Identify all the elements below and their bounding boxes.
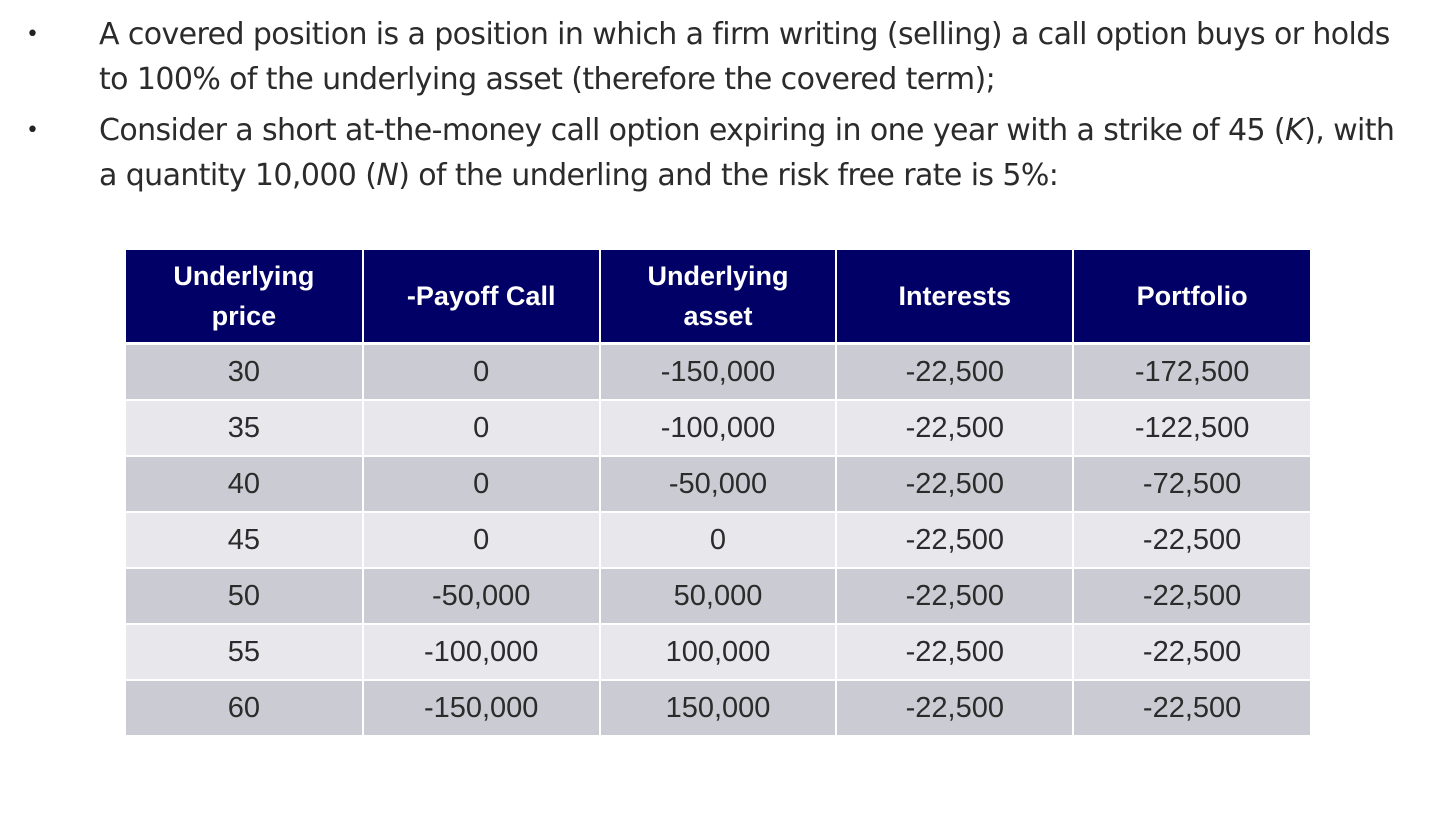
cell-portfolio: -122,500 xyxy=(1073,400,1310,456)
cell-interests: -22,500 xyxy=(836,680,1073,736)
cell-payoff-call: 0 xyxy=(363,456,600,512)
cell-portfolio: -72,500 xyxy=(1073,456,1310,512)
bullet-text-part1: Consider a short at-the-money call option expiring in one year with a strike of 45 ( xyxy=(99,113,1286,148)
payoff-table xyxy=(126,250,1310,737)
cell-portfolio: -172,500 xyxy=(1073,344,1310,401)
cell-portfolio: -22,500 xyxy=(1073,680,1310,736)
cell-underlying-price: 45 xyxy=(126,512,363,568)
cell-payoff-call: -150,000 xyxy=(363,680,600,736)
bullet-marker: • xyxy=(26,22,39,47)
cell-interests: -22,500 xyxy=(836,400,1073,456)
cell-interests: -22,500 xyxy=(836,624,1073,680)
table-row xyxy=(126,400,1310,456)
cell-payoff-call: 0 xyxy=(363,400,600,456)
cell-payoff-call: 0 xyxy=(363,512,600,568)
table-row xyxy=(126,456,1310,512)
header-line: price xyxy=(211,301,277,331)
cell-underlying-price: 55 xyxy=(126,624,363,680)
cell-portfolio: -22,500 xyxy=(1073,512,1310,568)
header-line: Underlying xyxy=(173,261,315,291)
bullet-item-consider-option xyxy=(0,108,1453,198)
cell-underlying-asset: 100,000 xyxy=(600,624,837,680)
cell-payoff-call: -50,000 xyxy=(363,568,600,624)
header-payoff-call: -Payoff Call xyxy=(363,250,600,344)
cell-underlying-asset: 150,000 xyxy=(600,680,837,736)
cell-underlying-price: 40 xyxy=(126,456,363,512)
header-underlying-price xyxy=(126,250,363,344)
cell-underlying-asset: 50,000 xyxy=(600,568,837,624)
strike-symbol: K xyxy=(1285,113,1305,148)
header-portfolio: Portfolio xyxy=(1073,250,1310,344)
table-row xyxy=(126,512,1310,568)
cell-underlying-price: 35 xyxy=(126,400,363,456)
cell-portfolio: -22,500 xyxy=(1073,624,1310,680)
cell-underlying-asset: -100,000 xyxy=(600,400,837,456)
table-row xyxy=(126,624,1310,680)
header-underlying-asset xyxy=(600,250,837,344)
cell-payoff-call: 0 xyxy=(363,344,600,401)
cell-portfolio: -22,500 xyxy=(1073,568,1310,624)
bullet-text: A covered position is a position in which a firm writing (selling) a call option buys or holds to 100% of the underlying asset (therefore the covered term); xyxy=(99,17,1390,97)
bullet-text-part3: ) of the underling and the risk free rate is 5%: xyxy=(398,158,1059,193)
header-interests: Interests xyxy=(836,250,1073,344)
quantity-symbol: N xyxy=(376,158,399,193)
cell-interests: -22,500 xyxy=(836,568,1073,624)
cell-underlying-price: 60 xyxy=(126,680,363,736)
cell-interests: -22,500 xyxy=(836,512,1073,568)
cell-underlying-asset: -150,000 xyxy=(600,344,837,401)
table-header-row xyxy=(126,250,1310,344)
cell-underlying-asset: 0 xyxy=(600,512,837,568)
table-row xyxy=(126,680,1310,736)
bullet-list xyxy=(0,12,1453,204)
bullet-marker: • xyxy=(26,118,39,143)
cell-payoff-call: -100,000 xyxy=(363,624,600,680)
cell-underlying-price: 30 xyxy=(126,344,363,401)
cell-interests: -22,500 xyxy=(836,344,1073,401)
header-line: asset xyxy=(683,301,753,331)
bullet-item-covered-position xyxy=(0,12,1453,102)
cell-underlying-asset: -50,000 xyxy=(600,456,837,512)
cell-underlying-price: 50 xyxy=(126,568,363,624)
table-row xyxy=(126,568,1310,624)
table-row xyxy=(126,344,1310,401)
header-line: Underlying xyxy=(647,261,789,291)
cell-interests: -22,500 xyxy=(836,456,1073,512)
bullet-text-part2: ), with a quantity 10,000 ( xyxy=(99,113,1395,193)
